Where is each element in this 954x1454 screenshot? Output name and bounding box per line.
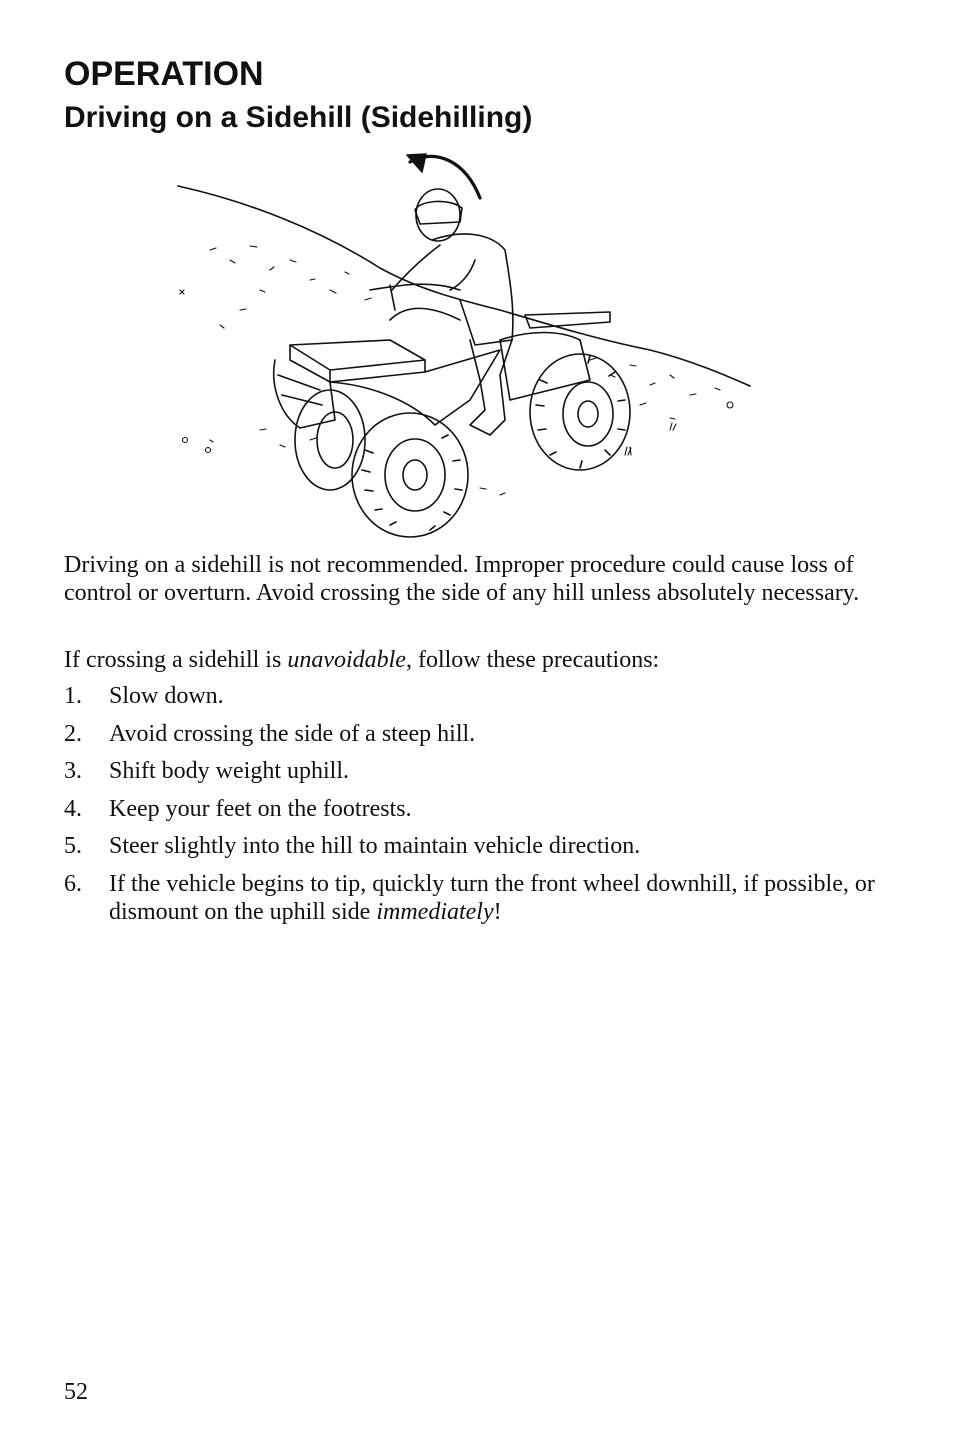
step-text: Avoid crossing the side of a steep hill. [109, 720, 476, 747]
step-text-end: ! [493, 898, 502, 925]
step-text: Steer slightly into the hill to maintain vehicle direction. [109, 833, 641, 859]
precaution-emphasis: unavoidable [287, 647, 406, 673]
list-item [64, 682, 884, 710]
ground-texture [180, 246, 733, 495]
precaution-intro-end: , follow these precautions: [405, 647, 660, 673]
front-rack [290, 340, 425, 382]
precaution-list [64, 682, 884, 935]
page-number: 52 [64, 1379, 88, 1405]
step-number: 2. [64, 720, 82, 747]
handlebar [370, 284, 460, 320]
list-item [64, 870, 884, 926]
step-text-start: If the vehicle begins to tip, quickly turn the front wheel downhill, if possible, or dismount on the uphill side [109, 870, 875, 925]
list-item [64, 832, 884, 860]
step-number: 4. [64, 795, 82, 822]
step-number: 3. [64, 758, 82, 784]
step-emphasis: immediately [376, 898, 494, 925]
step-number: 1. [64, 683, 82, 709]
step-text: Shift body weight uphill. [109, 758, 349, 784]
precaution-intro [64, 646, 884, 674]
rider [392, 189, 513, 435]
section-title: OPERATION [64, 55, 264, 93]
page-title: Driving on a Sidehill (Sidehilling) [64, 101, 533, 134]
front-wheel-right [352, 413, 468, 537]
step-text: Slow down. [109, 683, 224, 709]
list-item [64, 757, 884, 785]
step-number: 5. [64, 833, 82, 859]
precaution-intro-start: If crossing a sidehill is [64, 647, 288, 673]
hill-slope [178, 186, 750, 386]
step-text: Keep your feet on the footrests. [109, 795, 412, 822]
rear-wheel [530, 354, 630, 470]
intro-paragraph: Driving on a sidehill is not recommended. Improper procedure could cause loss of control or overturn. Avoid crossing the side of any hill unless absolutely necessary. [64, 552, 860, 606]
step-text [109, 870, 884, 926]
list-item [64, 795, 884, 823]
list-item [64, 720, 884, 748]
atv-rider-sidehill-illustration [170, 150, 770, 540]
front-wheel-left [295, 390, 365, 490]
step-number: 6. [64, 870, 82, 897]
